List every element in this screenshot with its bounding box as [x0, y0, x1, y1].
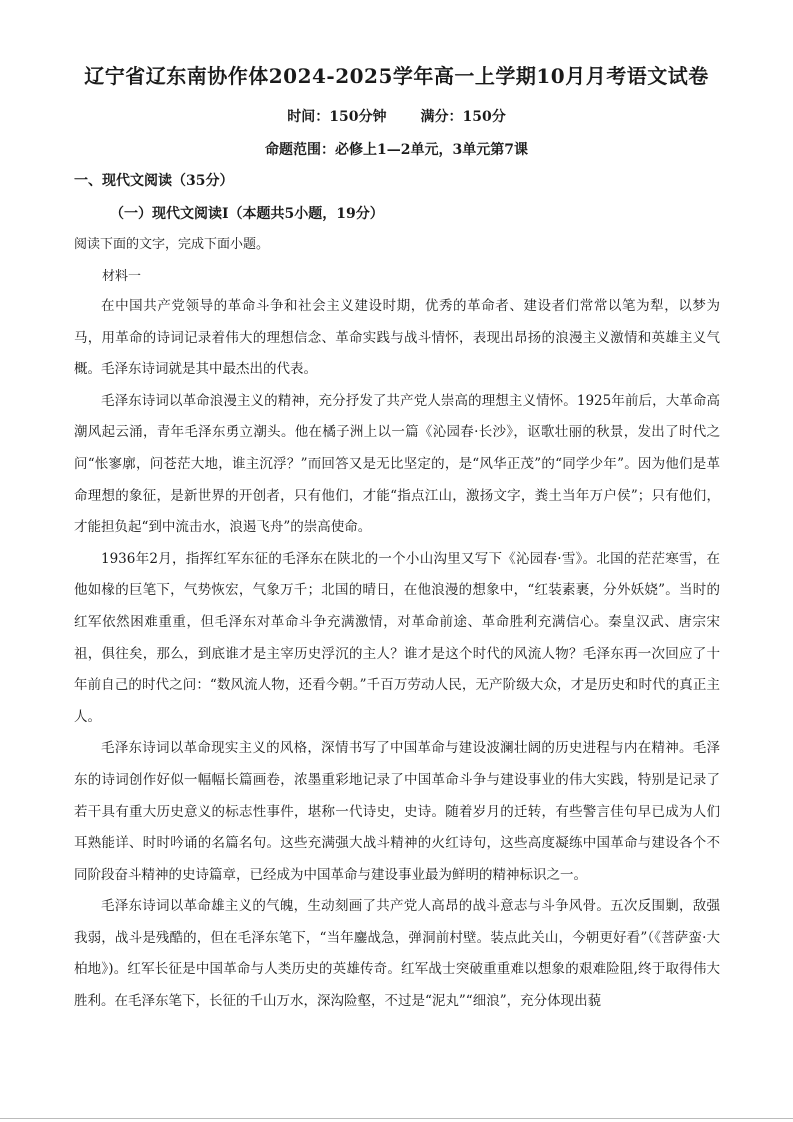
- passage-paragraph: 毛泽东诗词以革命雄主义的气魄，生动刻画了共产党人高昂的战斗意志与斗争风骨。五次反围剿，敌强我弱，战斗是残酷的，但在毛泽东笔下，“当年鏖战急，弹洞前村壁。装点此关山，今朝更好看”（《菩萨蛮·大柏地》)。红军长征是中国革命与人类历史的英雄传奇。红军战士突破重重难以想象的艰难险阻,终于取得伟大胜利。在毛泽东笔下，长征的千山万水，深沟险壑，不过是“泥丸”“细浪”，充分体现出藐: [74, 898, 720, 1010]
- exam-meta: [0, 106, 793, 126]
- reading-passage: [74, 291, 720, 1018]
- passage-paragraph: 毛泽东诗词以革命现实主义的风格，深情书写了中国革命与建设波澜壮阔的历史进程与内在精神。毛泽东的诗词创作好似一幅幅长篇画卷，浓墨重彩地记录了中国革命斗争与建设事业的伟大实践，特别是记录了若干具有重大历史意义的标志性事件，堪称一代诗史，史诗。随着岁月的迁转，有些警言佳句早已成为人们耳熟能详、时时吟诵的名篇名句。这些充满强大战斗精神的火红诗句，这些高度凝练中国革命与建设各个不同阶段奋斗精神的史诗篇章，已经成为中国革命与建设事业最为鲜明的精神标识之一。: [74, 740, 720, 883]
- exam-score: 满分：150分: [420, 109, 506, 125]
- passage-paragraph: 1936年2月，指挥红军东征的毛泽东在陕北的一个小山沟里又写下《沁园春·雪》。北国的茫茫寒雪，在他如椽的巨笔下，气势恢宏，气象万千；北国的晴日，在他浪漫的想象中，“红装素裹，分外妖娆”。当时的红军依然困难重重，但毛泽东对革命斗争充满激情，对革命前途、革命胜利充满信心。秦皇汉武、唐宗宋祖，俱往矣，那么，到底谁才是主宰历史浮沉的主人？谁才是这个时代的风流人物？毛泽东再一次回应了十年前自己的时代之问：“数风流人物，还看今朝。”千百万劳动人民，无产阶级大众，才是历史和时代的真正主人。: [74, 550, 720, 725]
- exam-time: 时间：150分钟: [287, 109, 387, 125]
- passage-paragraph: 毛泽东诗词以革命浪漫主义的精神，充分抒发了共产党人崇高的理想主义情怀。1925年前后，大革命高潮风起云涌，青年毛泽东勇立潮头。他在橘子洲上以一篇《沁园春·长沙》，讴歌壮丽的秋景，发出了时代之问“怅寥廓，问苍茫大地，谁主沉浮？”而回答又是无比坚定的，是“风华正茂”的“同学少年”。因为他们是革命理想的象征，是新世界的开创者，只有他们，才能“指点江山，激扬文字，粪土当年万户侯”；只有他们，才能担负起“到中流击水，浪遏飞舟”的崇高使命。: [74, 392, 720, 536]
- document-title: 辽宁省辽东南协作体2024-2025学年高一上学期10月月考语文试卷: [84, 64, 709, 88]
- passage-paragraph: 在中国共产党领导的革命斗争和社会主义建设时期，优秀的革命者、建设者们常常以笔为犁，以梦为马，用革命的诗词记录着伟大的理想信念、革命实践与战斗情怀，表现出昂扬的浪漫主义激情和英雄主义气概。毛泽东诗词就是其中最杰出的代表。: [74, 298, 720, 378]
- section-heading: 一、现代文阅读（35分）: [74, 173, 234, 189]
- reading-instruction: 阅读下面的文字，完成下面小题。: [74, 237, 270, 252]
- subsection-heading: （一）现代文阅读Ⅰ（本题共5小题，19分）: [110, 206, 384, 222]
- exam-scope: 命题范围：必修上1—2单元，3单元第7课: [265, 142, 528, 158]
- material-label: 材料一: [102, 269, 142, 284]
- page-bottom-divider: [0, 1118, 793, 1119]
